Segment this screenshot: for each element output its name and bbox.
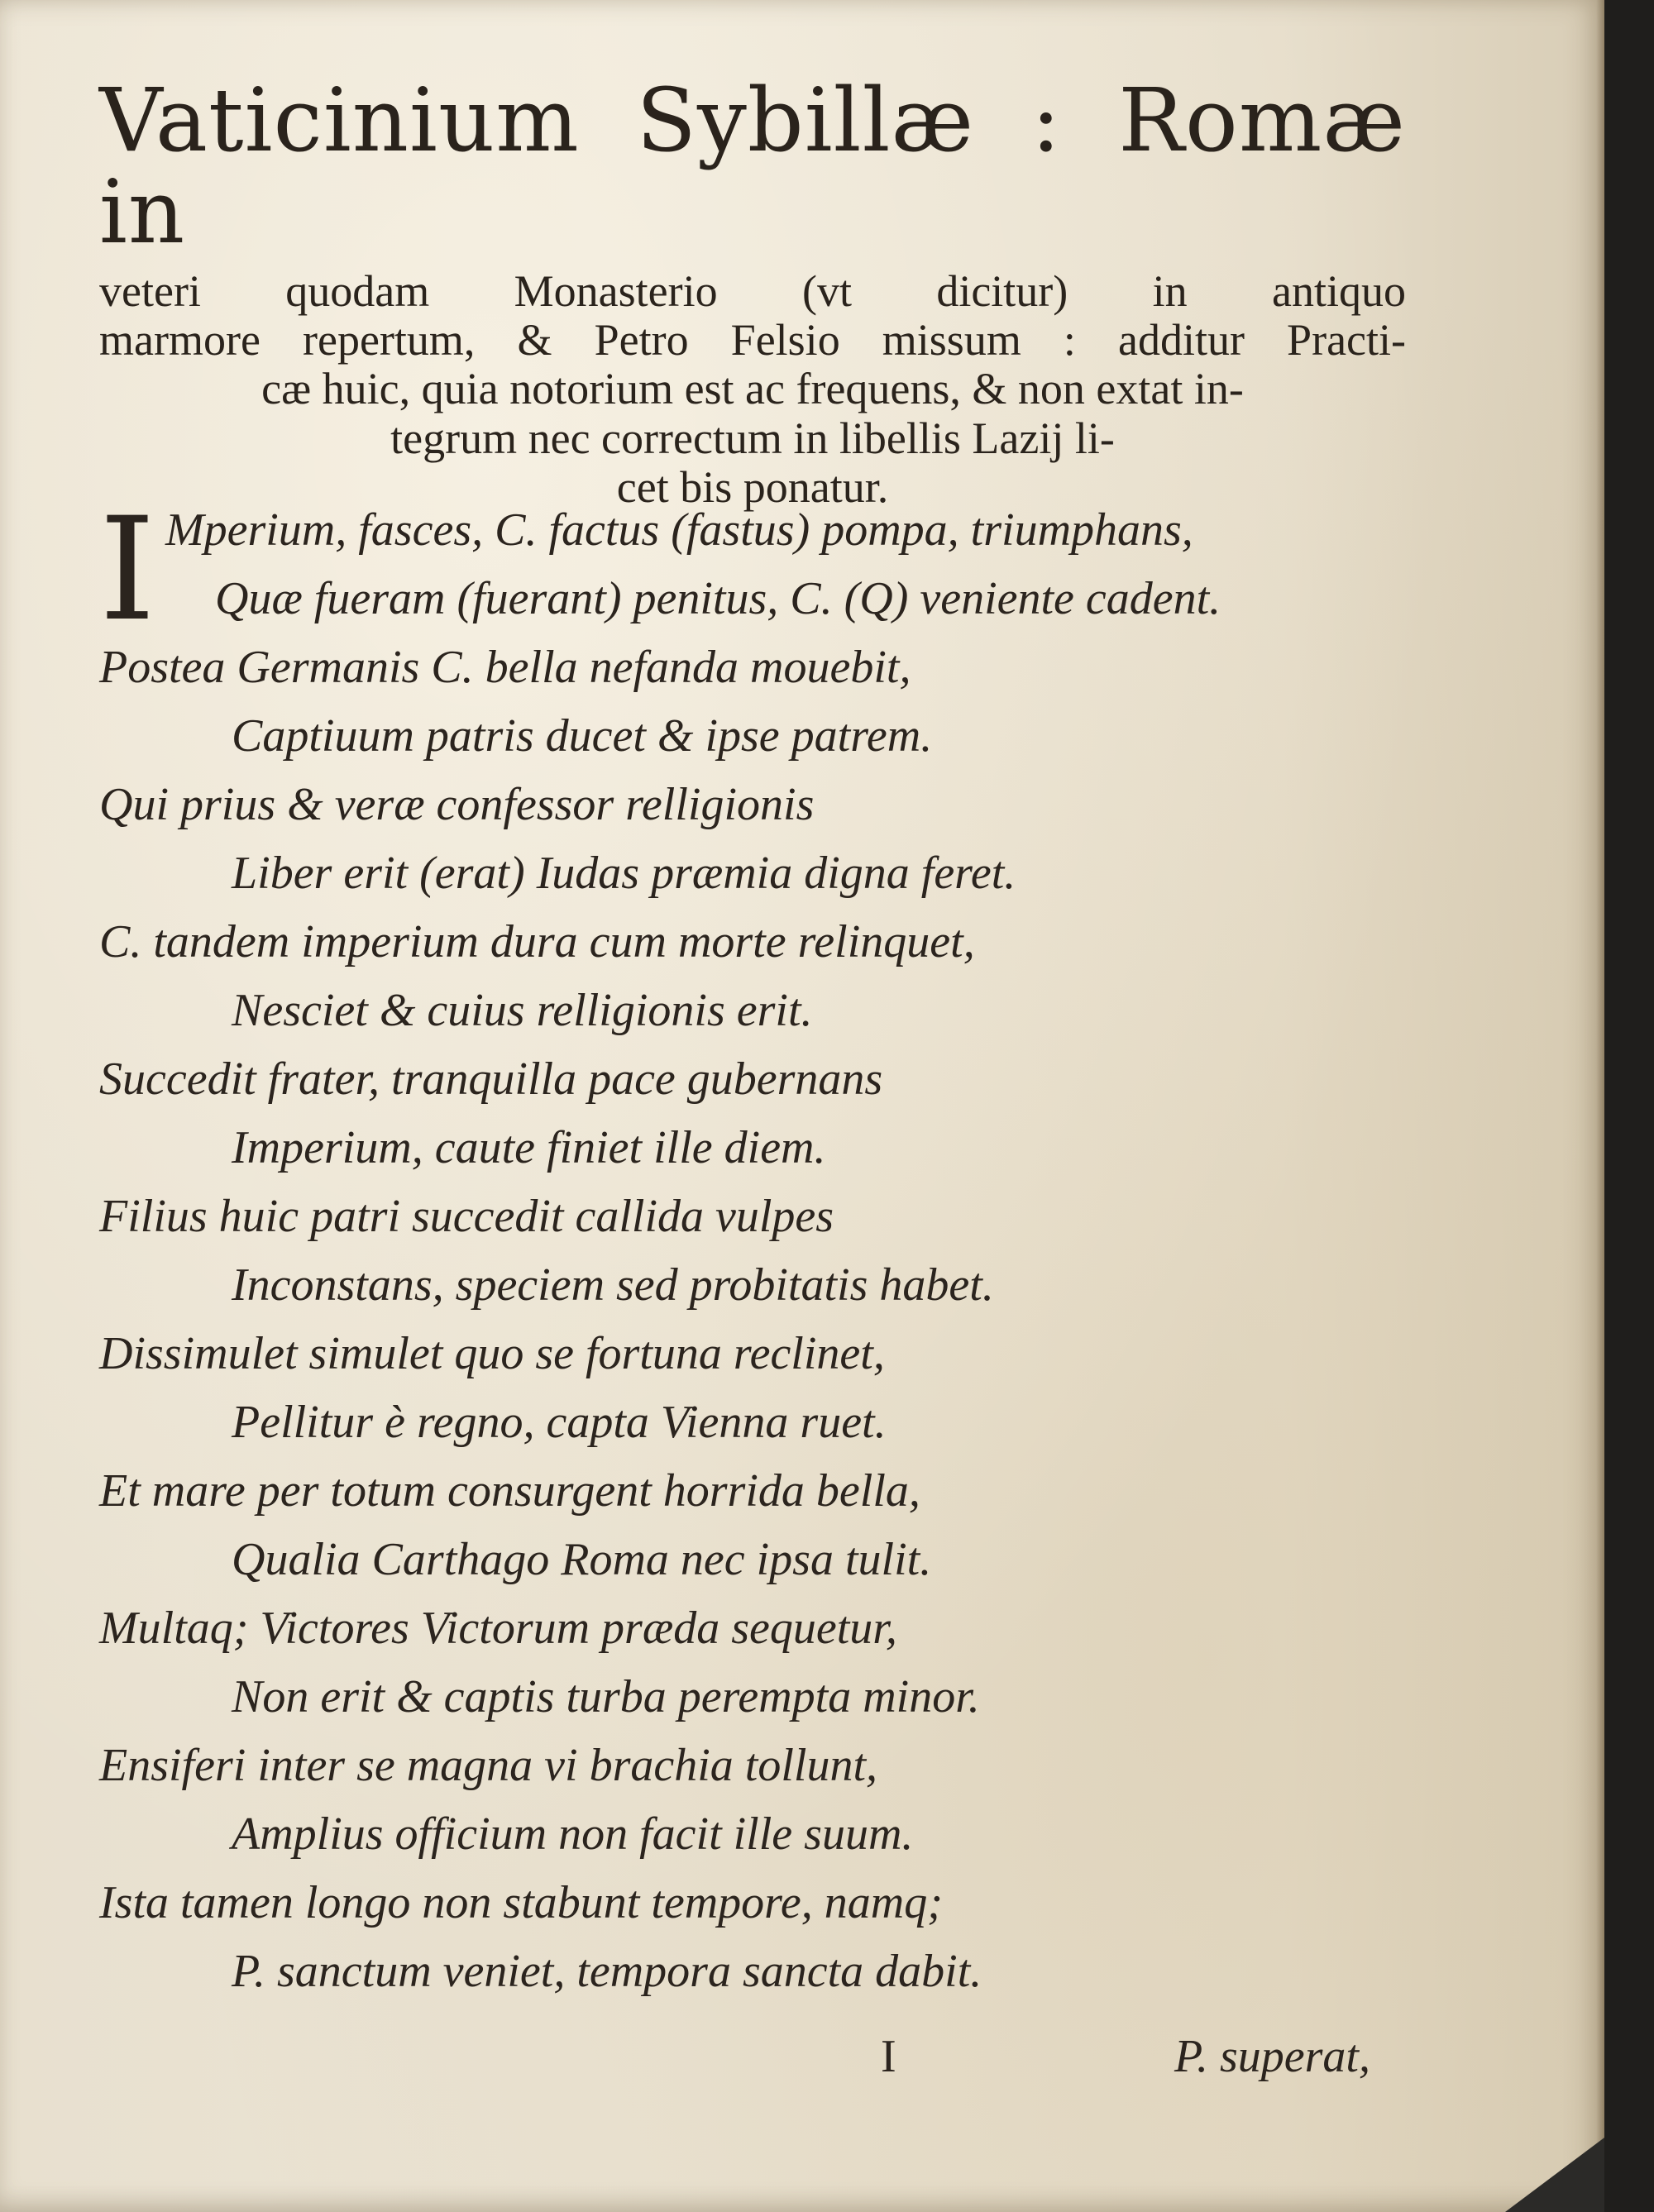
verse-line: Non erit & captis turba perempta minor. (232, 1671, 980, 1722)
verse-line: Pellitur è regno, capta Vienna ruet. (232, 1397, 887, 1448)
subtitle-line: cæ huic, quia notorium est ac frequens, & non extat in- (261, 364, 1244, 414)
verse-line: Captiuum patris ducet & ipse patrem. (232, 710, 933, 762)
verse-line: Filius huic patri succedit callida vulpes (99, 1191, 834, 1242)
page-footer (0, 2030, 1604, 2105)
verse-line: C. tandem imperium dura cum morte relinquet, (99, 916, 975, 967)
verse-line: Liber erit (erat) Iudas præmia digna feret. (232, 848, 1016, 899)
catchword: P. superat, (1174, 2031, 1370, 2082)
verse-line: P. sanctum veniet, tempora sancta dabit. (232, 1946, 982, 1997)
page-header (99, 69, 1406, 513)
verse-text (99, 496, 1389, 2006)
subtitle-line: veteri quodam Monasterio (vt dicitur) in antiquo (99, 265, 1406, 316)
folded-corner (1505, 2138, 1604, 2212)
page-title: Vaticinium Sybillæ : Romæ in (99, 69, 1406, 264)
subtitle-line: cet bis ponatur. (616, 462, 889, 513)
verse-line: Quæ fueram (fuerant) penitus, C. (Q) veniente cadent. (215, 573, 1221, 624)
verse-line: Mperium, fasces, C. factus (fastus) pompa, triumphans, (165, 504, 1193, 556)
verse-line: Qualia Carthago Roma nec ipsa tulit. (232, 1534, 932, 1585)
verse-line: Imperium, caute finiet ille diem. (232, 1122, 826, 1173)
verse-line: Amplius officium non facit ille suum. (232, 1808, 914, 1860)
verse-line: Qui prius & veræ confessor relligionis (99, 779, 815, 830)
verse-line: Succedit frater, tranquilla pace gubernans (99, 1053, 883, 1105)
verse-line: Inconstans, speciem sed probitatis habet. (232, 1259, 994, 1311)
verse-line: Dissimulet simulet quo se fortuna reclinet, (99, 1328, 885, 1379)
verse-line: Multaq; Victores Victorum præda sequetur, (99, 1603, 897, 1654)
drop-cap: I (99, 496, 155, 633)
verse-line: Nesciet & cuius relligionis erit. (232, 985, 813, 1036)
title-subtitle (99, 267, 1406, 513)
verse-line: Postea Germanis C. bella nefanda mouebit, (99, 642, 911, 693)
verse-line: Ensiferi inter se magna vi brachia tollunt, (99, 1740, 878, 1791)
page-edge-shadow (1596, 0, 1604, 2212)
verse-line: Et mare per totum consurgent horrida bella, (99, 1465, 920, 1517)
verse-opening (99, 496, 1389, 633)
verse-line: Ista tamen longo non stabunt tempore, namq; (99, 1877, 943, 1928)
subtitle-line: tegrum nec correctum in libellis Lazij li- (390, 413, 1115, 463)
signature-mark: I (881, 2031, 896, 2082)
subtitle-line: marmore repertum, & Petro Felsio missum : additur Practi- (99, 314, 1406, 365)
